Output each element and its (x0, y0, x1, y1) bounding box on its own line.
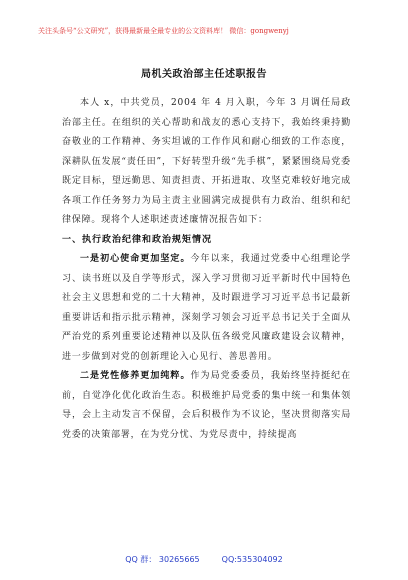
section-paragraph-2-lead: 二是党性修养更加纯粹。 (80, 371, 191, 381)
section-paragraph-1-text: 今年以来，我通过党委中心组理论学习、读书班以及自学等形式，深入学习贯彻习近平新时代中国特色社会主义思想和党的二十大精神，及时跟进学习习近平总书记最新重要讲话和指示批示精神，深刻学习领会习近平总书记关于全面从严治党的系列重要论述精神以及队伍各级党风廉政建设会议精神，进一步做到对党的创新理论入心见行、善思善用。 (62, 254, 351, 362)
section-paragraph-1-lead: 一是初心使命更加坚定。 (80, 254, 191, 264)
section-paragraph-2-text: 作为局党委委员，我始终坚持挺纪在前，自觉净化优化政治生态。积极维护局党委的集中统一和集体领导，会上主动发言不保留，会后积极作为不议论，坚决贯彻落实局党委的决策部署，在为党分忧、为党尽责中，持续提高 (62, 371, 351, 440)
document-body (62, 94, 351, 445)
footer-qq-group: QQ 群： 30265665 (125, 555, 200, 564)
section-paragraph-2 (62, 367, 351, 445)
section-heading: 一、执行政治纪律和政治规矩情况 (62, 234, 213, 245)
header-banner: 关注头条号“公文研究”，获得最新最全最专业的公文资料库！ 微信：gongwenyj (38, 27, 289, 35)
footer-qq: QQ:535304092 (221, 555, 283, 564)
section-paragraph-1 (62, 250, 351, 367)
footer (0, 554, 408, 566)
intro-paragraph: 本人 x，中共党员，2004 年 4 月入职，今年 3 月调任局政治部主任。在组织的关心帮助和战友的悉心支持下，我始终秉持勤奋敬业的工作精神、务实坦诚的工作作风和耐心细致的工作态度，深耕队伍发展“责任田”，下好转型升级“先手棋”，紧紧围绕局党委既定目标，望远勤思、知责担责、开拓进取、攻坚克难较好地完成各项工作任务努力为局主责主业圆满完成提供有力政治、组织和纪律保障。现将个人述职述责述廉情况报告如下： (62, 98, 351, 225)
document-title: 局机关政治部主任述职报告 (141, 69, 267, 80)
